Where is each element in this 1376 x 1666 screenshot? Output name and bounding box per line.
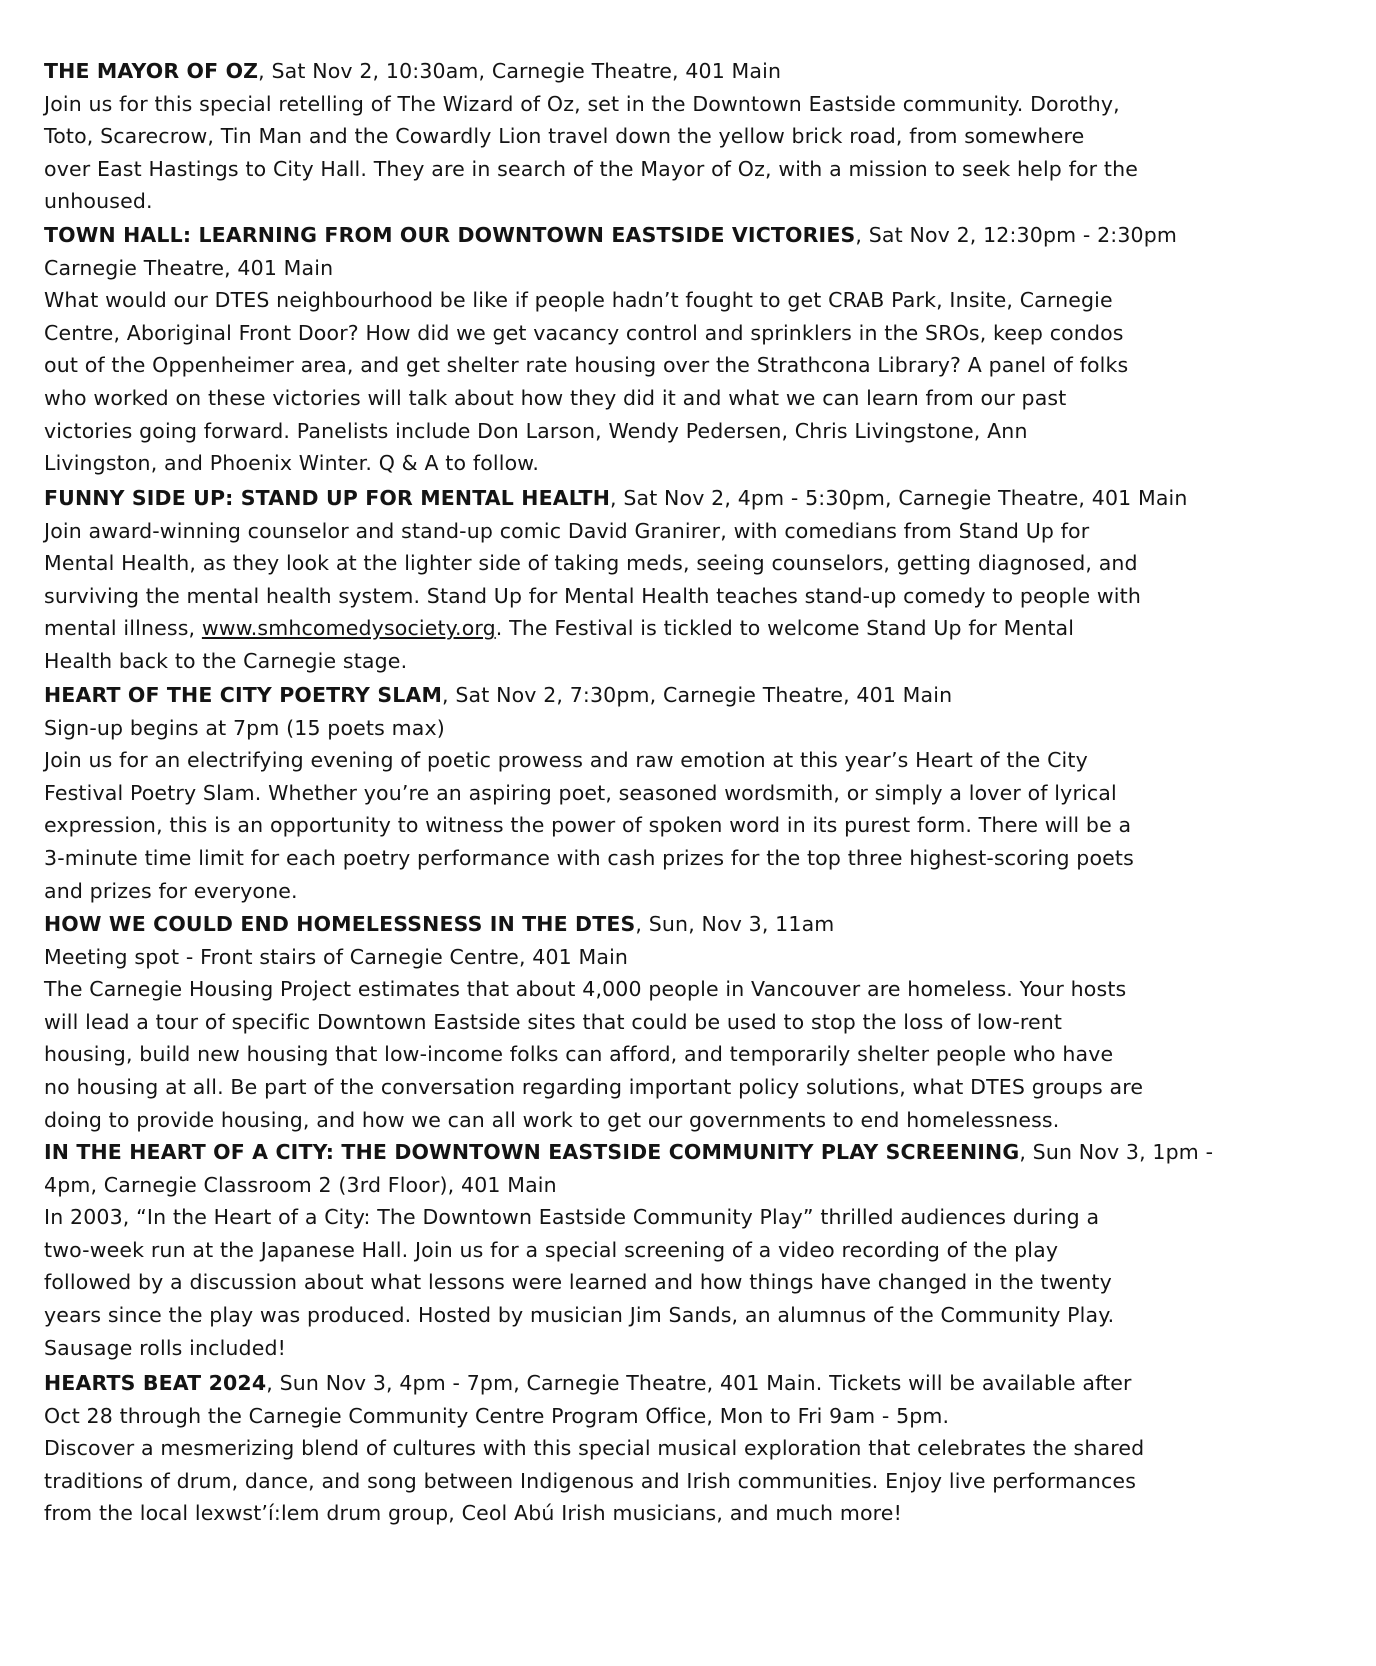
event-description-line: 3-minute time limit for each poetry performance with cash prizes for the top three highest-scoring poets (44, 845, 1134, 870)
event-community-play-screening (44, 1136, 1344, 1364)
event-description-line: doing to provide housing, and how we can all work to get our governments to end homelessness. (44, 1107, 1060, 1132)
event-description-line: victories going forward. Panelists include Don Larson, Wendy Pedersen, Chris Livingstone, Ann (44, 418, 1028, 443)
event-details: , Sun Nov 3, 1pm - (1019, 1140, 1214, 1164)
event-location: Meeting spot - Front stairs of Carnegie Centre, 401 Main (44, 944, 629, 969)
event-details: , Sat Nov 2, 12:30pm - 2:30pm (855, 223, 1178, 247)
event-description-line: Mental Health, as they look at the lighter side of taking meds, seeing counselors, getting diagnosed, and (44, 551, 1138, 576)
event-end-homelessness (44, 908, 1344, 1136)
event-description-line: What would our DTES neighbourhood be like if people hadn’t fought to get CRAB Park, Insite, Carnegie (44, 288, 1113, 313)
event-ticket-info: Oct 28 through the Carnegie Community Centre Program Office, Mon to Fri 9am - 5pm. (44, 1403, 950, 1428)
event-location: Carnegie Theatre, 401 Main (44, 255, 334, 280)
event-description-line: traditions of drum, dance, and song between Indigenous and Irish communities. Enjoy live performances (44, 1468, 1137, 1493)
event-details: , Sat Nov 2, 4pm - 5:30pm, Carnegie Theatre, 401 Main (610, 486, 1188, 510)
event-heading (44, 482, 1344, 515)
event-description-line: no housing at all. Be part of the conversation regarding important policy solutions, what DTES groups are (44, 1074, 1144, 1099)
event-description-line: Festival Poetry Slam. Whether you’re an aspiring poet, seasoned wordsmith, or simply a lover of lyrical (44, 780, 1117, 805)
event-description-line: Sausage rolls included! (44, 1335, 287, 1360)
event-poetry-slam (44, 679, 1344, 907)
event-description-line: from the local lexwst’í:lem drum group, Ceol Abú Irish musicians, and much more! (44, 1501, 902, 1526)
event-hearts-beat (44, 1367, 1344, 1530)
event-description-line: Health back to the Carnegie stage. (44, 648, 408, 673)
event-description-line: will lead a tour of specific Downtown Eastside sites that could be used to stop the loss of low-rent (44, 1009, 1063, 1034)
event-heading (44, 679, 1344, 712)
event-description-line: Join us for this special retelling of The Wizard of Oz, set in the Downtown Eastside community. Dorothy, (44, 91, 1120, 116)
event-text: . The Festival is tickled to welcome Stand Up for Mental (495, 616, 1075, 641)
event-details: , Sun Nov 3, 4pm - 7pm, Carnegie Theatre, 401 Main. Tickets will be available after (266, 1371, 1132, 1395)
event-funny-side-up (44, 482, 1344, 678)
event-description-line: surviving the mental health system. Stand Up for Mental Health teaches stand-up comedy to people with (44, 583, 1141, 608)
event-heading (44, 908, 1344, 941)
event-mayor-of-oz (44, 55, 1344, 218)
event-description-line: unhoused. (44, 189, 153, 214)
event-description-line: Toto, Scarecrow, Tin Man and the Cowardly Lion travel down the yellow brick road, from somewhere (44, 124, 1085, 149)
event-heading (44, 55, 1344, 88)
event-title: IN THE HEART OF A CITY: THE DOWNTOWN EASTSIDE COMMUNITY PLAY SCREENING (44, 1140, 1020, 1164)
event-description-line: followed by a discussion about what lessons were learned and how things have changed in the twenty (44, 1270, 1112, 1295)
event-description-line: and prizes for everyone. (44, 878, 298, 903)
event-title: HOW WE COULD END HOMELESSNESS IN THE DTES (44, 912, 636, 936)
event-description-line: Livingston, and Phoenix Winter. Q & A to follow. (44, 451, 539, 476)
event-title: THE MAYOR OF OZ (44, 59, 259, 83)
event-description-line: The Carnegie Housing Project estimates that about 4,000 people in Vancouver are homeless. Your hosts (44, 977, 1127, 1002)
event-text: mental illness, (44, 616, 202, 641)
event-description-line: over East Hastings to City Hall. They are in search of the Mayor of Oz, with a mission to seek help for the (44, 156, 1139, 181)
event-description-line: years since the play was produced. Hosted by musician Jim Sands, an alumnus of the Community Play. (44, 1302, 1115, 1327)
event-details: , Sun, Nov 3, 11am (635, 912, 835, 936)
event-details: , Sat Nov 2, 10:30am, Carnegie Theatre, 401 Main (258, 59, 782, 83)
website-link[interactable]: www.smhcomedysociety.org (201, 616, 496, 641)
event-details: , Sat Nov 2, 7:30pm, Carnegie Theatre, 401 Main (442, 683, 953, 707)
event-heading (44, 1367, 1344, 1400)
event-description-line: expression, this is an opportunity to witness the power of spoken word in its purest form. There will be a (44, 813, 1132, 838)
event-description-line: two-week run at the Japanese Hall. Join us for a special screening of a video recording of the play (44, 1237, 1059, 1262)
event-description-line: who worked on these victories will talk about how they did it and what we can learn from our past (44, 385, 1067, 410)
event-signup-note: Sign-up begins at 7pm (15 poets max) (44, 715, 445, 740)
event-heading (44, 1136, 1344, 1169)
event-description-line: out of the Oppenheimer area, and get shelter rate housing over the Strathcona Library? A panel of folks (44, 353, 1129, 378)
event-town-hall (44, 219, 1344, 480)
event-location: 4pm, Carnegie Classroom 2 (3rd Floor), 401 Main (44, 1172, 557, 1197)
event-description-line (44, 612, 1344, 645)
event-description-line: Centre, Aboriginal Front Door? How did we get vacancy control and sprinklers in the SROs, keep condos (44, 320, 1124, 345)
event-description-line: Discover a mesmerizing blend of cultures with this special musical exploration that celebrates the shared (44, 1436, 1145, 1461)
event-title: FUNNY SIDE UP: STAND UP FOR MENTAL HEALTH (44, 486, 610, 510)
event-title: HEARTS BEAT 2024 (44, 1371, 267, 1395)
event-title: HEART OF THE CITY POETRY SLAM (44, 683, 443, 707)
event-description-line: In 2003, “In the Heart of a City: The Downtown Eastside Community Play” thrilled audiences during a (44, 1205, 1100, 1230)
event-description-line: Join us for an electrifying evening of poetic prowess and raw emotion at this year’s Heart of the City (44, 748, 1088, 773)
event-title: TOWN HALL: LEARNING FROM OUR DOWNTOWN EASTSIDE VICTORIES (44, 223, 856, 247)
event-description-line: Join award-winning counselor and stand-up comic David Granirer, with comedians from Stand Up for (44, 518, 1090, 543)
event-description-line: housing, build new housing that low-income folks can afford, and temporarily shelter people who have (44, 1042, 1114, 1067)
event-heading (44, 219, 1344, 252)
